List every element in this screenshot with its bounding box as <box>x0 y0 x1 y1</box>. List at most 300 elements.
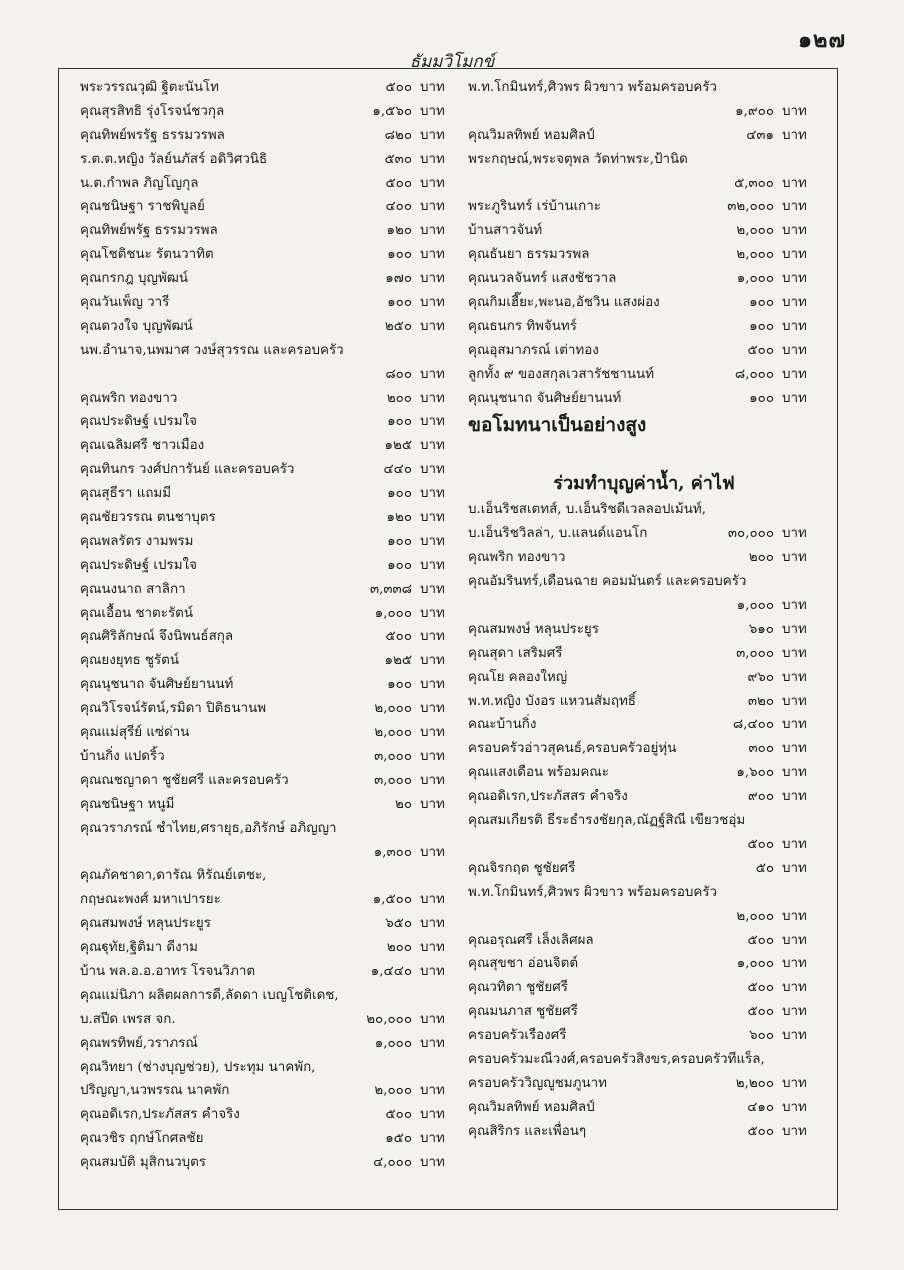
donation-amount: ๘,๔๐๐ <box>732 717 774 733</box>
donor-name: คุณประดิษฐ์ เปรมใจ <box>80 557 197 573</box>
currency-label: บาท <box>420 438 445 454</box>
donor-row <box>80 76 458 100</box>
donor-name: คุณยงยุทธ ชูรัตน์ <box>80 653 179 669</box>
donation-amount: ๑๐๐ <box>387 486 412 502</box>
currency-label: บาท <box>420 199 445 215</box>
donor-row <box>80 960 458 984</box>
donor-row <box>468 713 820 737</box>
donor-row <box>80 339 458 363</box>
donor-name: คุณเอื้อน ชาตะรัตน์ <box>80 605 193 621</box>
currency-label: บาท <box>782 550 807 566</box>
donor-row <box>80 363 458 387</box>
donation-amount: ๓๐,๐๐๐ <box>727 526 774 542</box>
currency-label: บาท <box>420 462 445 478</box>
donor-row <box>80 1103 458 1127</box>
donor-name: คุณสิริกร และเพื่อนๆ <box>468 1123 587 1139</box>
donation-amount: ๔,๐๐๐ <box>373 1155 412 1171</box>
donor-row <box>80 267 458 291</box>
currency-label: บาท <box>782 669 807 685</box>
currency-label: บาท <box>782 526 807 542</box>
donor-row <box>80 673 458 697</box>
currency-label: บาท <box>782 693 807 709</box>
donor-name: พ.ท.หญิง บังอร แหวนสัมฤทธิ์ <box>468 693 636 709</box>
donor-name: ลูกทั้ง ๙ ของสกุลเวสารัชชานนท์ <box>468 366 655 382</box>
currency-label: บาท <box>782 127 807 143</box>
donor-name: คุณวิมลทิพย์ หอมศิลป์ <box>468 127 595 143</box>
donation-amount: ๑,๐๐๐ <box>374 605 412 621</box>
donor-row <box>80 243 458 267</box>
donation-amount: ๕๐๐ <box>385 1107 412 1123</box>
donation-amount: ๒,๐๐๐ <box>736 247 774 263</box>
currency-label: บาท <box>782 741 807 757</box>
donor-row <box>80 1032 458 1056</box>
donor-row <box>468 291 820 315</box>
donor-row <box>468 1096 820 1120</box>
donor-name: คุณสุดา เสริมศรี <box>468 645 563 661</box>
currency-label: บาท <box>420 916 445 932</box>
donor-name: คุณดวงใจ บุญพัฒน์ <box>80 318 193 334</box>
donation-amount: ๒,๐๐๐ <box>374 701 412 717</box>
currency-label: บาท <box>782 932 807 948</box>
donor-name: คุณนงนาถ สาลิกา <box>80 581 186 597</box>
currency-label: บาท <box>420 271 445 287</box>
currency-label: บาท <box>420 414 445 430</box>
currency-label: บาท <box>782 860 807 876</box>
donor-name: คุณนวลจันทร์ แสงชัชวาล <box>468 271 617 287</box>
donor-name: พระวรรณวุฒิ ฐิตะนันโท <box>80 80 220 95</box>
donor-row <box>468 522 820 546</box>
donor-name: คุณกิมเฮี๊ยะ,พะนอ,อัชวิน แสงผ่อง <box>468 295 660 311</box>
currency-label: บาท <box>420 103 445 119</box>
currency-label: บาท <box>782 390 807 406</box>
donor-row <box>80 984 458 1008</box>
donation-amount: ๕,๓๐๐ <box>734 175 774 191</box>
donor-name: พ.ท.โกมินทร์,ศิวพร ผิวขาว พร้อมครอบครัว <box>468 884 718 900</box>
donation-amount: ๕๐๐ <box>747 836 774 852</box>
donor-row <box>468 594 820 618</box>
donation-amount: ๑๐๐ <box>387 533 412 549</box>
donor-name: คุณชนิษฐา หนูมี <box>80 796 175 812</box>
currency-label: บาท <box>420 533 445 549</box>
donation-amount: ๕๐๐ <box>385 80 412 95</box>
header-title: ธัมมวิโมกข์ <box>409 52 495 72</box>
currency-label: บาท <box>420 796 445 812</box>
donation-amount: ๕๐๐ <box>747 980 774 996</box>
donation-amount: ๕๐๐ <box>747 1123 774 1139</box>
donation-amount: ๑,๕๐๐ <box>372 892 412 908</box>
donation-amount: ๕๐๐ <box>747 342 774 358</box>
donation-amount: ๖๕๐ <box>385 916 412 932</box>
donor-row <box>80 1008 458 1032</box>
donor-row <box>80 530 458 554</box>
currency-label: บาท <box>420 151 445 167</box>
donation-amount: ๑๐๐ <box>749 295 774 311</box>
donation-amount: ๒,๐๐๐ <box>736 223 774 239</box>
donor-name: คุณทิพย์พรัฐ ธรรมวรพล <box>80 223 218 239</box>
donor-row <box>468 952 820 976</box>
donation-amount: ๑๕๐ <box>385 1131 412 1147</box>
currency-label: บาท <box>420 653 445 669</box>
donor-row <box>80 124 458 148</box>
donor-row <box>80 1151 458 1175</box>
donor-row <box>468 243 820 267</box>
donor-row <box>80 458 458 482</box>
donor-name: คุณณชญาดา ชูชัยศรี และครอบครัว <box>80 772 289 788</box>
donor-name: บ.เอ็นริชสเตทส์, บ.เอ็นริชดีเวลลอปเม้นท์, <box>468 502 706 518</box>
donor-row <box>80 315 458 339</box>
donation-amount: ๔๑๐ <box>747 1099 774 1115</box>
donor-name: ครอบครัวมะณีวงศ์,ครอบครัวสิงขร,ครอบครัวทีแร็ล, <box>468 1051 765 1067</box>
donor-name: บ.เอ็นริชวิลล่า, บ.แลนด์แอนโก <box>468 526 648 542</box>
donor-row <box>468 690 820 714</box>
currency-label: บาท <box>782 1075 807 1091</box>
currency-label: บาท <box>782 199 807 215</box>
donor-row <box>468 809 820 833</box>
donor-row <box>468 195 820 219</box>
donor-name: คุณศิริลักษณ์ จึงนิพนธ์สกุล <box>80 629 234 645</box>
donor-row <box>468 339 820 363</box>
donor-name: นพ.อำนาจ,นพมาศ วงษ์สุวรรณ และครอบครัว <box>80 342 344 358</box>
donor-row <box>468 857 820 881</box>
currency-label: บาท <box>782 318 807 334</box>
donor-row <box>468 1048 820 1072</box>
donor-row <box>80 1127 458 1151</box>
donor-name: คุณมนภาส ชูชัยศรี <box>468 1004 578 1020</box>
donor-name: คุณประดิษฐ์ เปรมใจ <box>80 414 197 430</box>
donor-name: คุณภัคชาดา,ดารัณ หิรัณย์เตชะ, <box>80 868 267 884</box>
donation-amount: ๑๐๐ <box>749 318 774 334</box>
currency-label: บาท <box>782 908 807 924</box>
donation-amount: ๙๖๐ <box>747 669 774 685</box>
donor-name: พระภูรินทร์ เร่บ้านเกาะ <box>468 199 601 215</box>
currency-label: บาท <box>420 1083 445 1099</box>
donation-amount: ๒,๐๐๐ <box>374 1083 412 1099</box>
donor-row <box>80 387 458 411</box>
currency-label: บาท <box>782 980 807 996</box>
donation-amount: ๑๐๐ <box>387 677 412 693</box>
donor-name: คุณสุขชา อ่อนจิตต์ <box>468 956 579 972</box>
donation-amount: ๔๐๐ <box>385 199 412 215</box>
currency-label: บาท <box>782 1004 807 1020</box>
section-spacer <box>468 440 820 464</box>
donor-name: คุณวิมลทิพย์ หอมศิลป์ <box>468 1099 595 1115</box>
donor-name: คุณสุธีรา แถมมี <box>80 486 172 502</box>
donation-amount: ๑๗๐ <box>385 271 412 287</box>
donor-name: คุณสมพงษ์ หลุนประยูร <box>468 621 599 637</box>
donor-row <box>468 76 820 100</box>
donor-row <box>468 387 820 411</box>
donor-name: คุณทิพย์พรรัฐ ธรรมวรพล <box>80 127 225 143</box>
donation-amount: ๑๒๐ <box>386 223 412 239</box>
donor-name: คุณธนกร ทิพจันทร์ <box>468 318 577 334</box>
donor-name: คุณกรกฎ บุญพัฒน์ <box>80 271 189 287</box>
donation-amount: ๕๐๐ <box>747 932 774 948</box>
currency-label: บาท <box>420 390 445 406</box>
currency-label: บาท <box>420 175 445 191</box>
donation-amount: ๘๒๐ <box>384 127 412 143</box>
donor-name: คุณธันยา ธรรมวรพล <box>468 247 590 263</box>
donor-row <box>80 291 458 315</box>
currency-label: บาท <box>420 1131 445 1147</box>
currency-label: บาท <box>782 1099 807 1115</box>
currency-label: บาท <box>420 1107 445 1123</box>
donor-row <box>80 195 458 219</box>
currency-label: บาท <box>420 127 445 143</box>
donor-name: พระกฤษณ์,พระจตุพล วัดท่าพระ,ป้านิด <box>468 151 688 167</box>
donation-amount: ๑๐๐ <box>749 390 774 406</box>
donor-row <box>80 410 458 434</box>
currency-label: บาท <box>420 581 445 597</box>
donor-name: คุณจิรกฤต ชูชัยศรี <box>468 860 576 876</box>
donor-name: บ้าน พล.อ.อ.อาทร โรจนวิภาต <box>80 963 256 979</box>
donor-name: คุณนุชนาถ จันศิษย์ยานนท์ <box>468 390 622 406</box>
donor-name: คุณวราภรณ์ ชำไทย,ศรายุธ,อภิรักษ์ อภิญญา <box>80 820 337 836</box>
donation-amount: ๕๐๐ <box>747 1004 774 1020</box>
currency-label: บาท <box>420 677 445 693</box>
donation-amount: ๓,๐๐๐ <box>374 772 412 788</box>
donor-name: คุณเฉลิมศรี ชาวเมือง <box>80 438 205 454</box>
donor-row <box>468 570 820 594</box>
donor-row <box>468 905 820 929</box>
donor-row <box>80 721 458 745</box>
donation-amount: ๑๐๐ <box>387 247 412 263</box>
page-number: ๑๒๗ <box>797 27 846 53</box>
currency-label: บาท <box>420 772 445 788</box>
donor-name: คุณสมบัติ มุสิกนวบุตร <box>80 1155 207 1171</box>
donor-row <box>80 602 458 626</box>
donor-name: คุณแม่นิภา ผลิตผลการดี,ลัดดา เบญโชติเดช, <box>80 987 339 1003</box>
currency-label: บาท <box>782 598 807 614</box>
donation-amount: ๒,๐๐๐ <box>736 908 774 924</box>
right-column <box>468 76 820 1144</box>
donor-row <box>468 148 820 172</box>
donor-name: คุณสมเกียรติ ธีระธำรงชัยกุล,ณัฏฐ์สิณี เขียวชอุ่ม <box>468 813 746 829</box>
donor-name: ครอบครัวอ่าวสุคนธ์,ครอบครัวอยู่หุ่น <box>468 741 677 757</box>
currency-label: บาท <box>782 645 807 661</box>
donor-name: คุณสมพงษ์ หลุนประยูร <box>80 916 211 932</box>
donor-row <box>80 434 458 458</box>
currency-label: บาท <box>420 725 445 741</box>
currency-label: บาท <box>782 103 807 119</box>
donor-name: คุณวันเพ็ญ วารี <box>80 295 170 311</box>
donor-row <box>468 219 820 243</box>
donor-row <box>80 745 458 769</box>
donor-name: คุณพลรัตร งามพรม <box>80 533 194 549</box>
donor-row <box>468 1000 820 1024</box>
donor-name: คุณทินกร วงศ์ปการันย์ และครอบครัว <box>80 462 295 478</box>
donor-name: คุณวชิร ฤกษ์โกศลชัย <box>80 1131 204 1147</box>
donor-name: คุณอัมรินทร์,เดือนฉาย คอมมันตร์ และครอบครัว <box>468 574 747 590</box>
donation-amount: ๑,๓๐๐ <box>373 844 412 860</box>
donor-row <box>80 578 458 602</box>
donor-row <box>468 546 820 570</box>
currency-label: บาท <box>420 247 445 263</box>
donor-row <box>468 1024 820 1048</box>
donation-amount: ๓๒,๐๐๐ <box>727 199 774 215</box>
donation-amount: ๑,๖๐๐ <box>736 765 774 781</box>
donor-row <box>80 817 458 841</box>
donor-row <box>80 649 458 673</box>
donation-amount: ๖๑๐ <box>748 621 774 637</box>
currency-label: บาท <box>782 295 807 311</box>
donor-row <box>468 929 820 953</box>
currency-label: บาท <box>420 366 445 382</box>
currency-label: บาท <box>782 247 807 263</box>
donor-row <box>468 1072 820 1096</box>
currency-label: บาท <box>420 295 445 311</box>
donor-row <box>468 737 820 761</box>
donor-row <box>468 976 820 1000</box>
donor-row <box>468 315 820 339</box>
currency-label: บาท <box>782 789 807 805</box>
donation-amount: ๒๐,๐๐๐ <box>366 1011 412 1027</box>
donation-amount: ๕๓๐ <box>384 151 412 167</box>
donor-name: คุณวิทยา (ช่างบุญช่วย), ประทุม นาคพัก, <box>80 1059 316 1075</box>
donor-row <box>80 100 458 124</box>
donor-name: น.ต.กำพล ภิญโญกุล <box>80 175 199 191</box>
donation-amount: ๔๔๐ <box>383 462 412 478</box>
donation-amount: ๑๒๐ <box>386 510 412 526</box>
donation-amount: ๒๐ <box>395 796 412 812</box>
currency-label: บาท <box>420 940 445 956</box>
currency-label: บาท <box>420 892 445 908</box>
donor-name: คุณพริก ทองขาว <box>80 390 178 406</box>
donor-row <box>80 769 458 793</box>
donation-amount: ๑,๐๐๐ <box>736 271 774 287</box>
currency-label: บาท <box>782 717 807 733</box>
donation-amount: ๒,๒๐๐ <box>735 1075 774 1091</box>
currency-label: บาท <box>782 765 807 781</box>
currency-label: บาท <box>420 1035 445 1051</box>
currency-label: บาท <box>420 557 445 573</box>
right-column-top-list <box>468 76 820 410</box>
currency-label: บาท <box>782 223 807 239</box>
donor-row <box>468 124 820 148</box>
donation-amount: ๑,๐๐๐ <box>374 1035 412 1051</box>
donation-amount: ๓,๐๐๐ <box>374 748 412 764</box>
donation-amount: ๓,๐๐๐ <box>736 645 774 661</box>
currency-label: บาท <box>420 748 445 764</box>
currency-label: บาท <box>782 1123 807 1139</box>
donor-name: ร.ต.ต.หญิง วัลย์นภัสร์ อดิวิศวนิธิ <box>80 151 268 167</box>
thanks-heading: ขอโมทนาเป็นอย่างสูง <box>468 414 647 437</box>
donor-row <box>468 618 820 642</box>
donor-name: คุณวิโรจน์รัตน์,รมิดา ปิติธนานพ <box>80 701 267 717</box>
donor-name: บ้านกิ่ง แปดริ้ว <box>80 748 165 764</box>
donor-row <box>468 833 820 857</box>
donor-row <box>80 1079 458 1103</box>
donor-row <box>80 506 458 530</box>
donor-row <box>80 841 458 865</box>
donation-amount: ๓,๓๓๘ <box>369 581 412 597</box>
left-column <box>80 76 458 1175</box>
donation-amount: ๑,๐๐๐ <box>736 956 774 972</box>
donor-row <box>468 761 820 785</box>
donor-name: คุณแม่สุรีย์ แซ่ด่าน <box>80 725 190 741</box>
donation-amount: ๑๒๕ <box>384 438 412 454</box>
donor-row <box>80 148 458 172</box>
donor-row <box>468 881 820 905</box>
currency-label: บาท <box>782 1028 807 1044</box>
donor-name: คุณชัยวรรณ ตนชาบุตร <box>80 510 216 526</box>
donor-name: คุณอุสมาภรณ์ เต่าทอง <box>468 342 599 358</box>
donor-name: คุณอดิเรก,ประภัสสร คำจริง <box>80 1107 240 1123</box>
donation-amount: ๕๐ <box>755 860 774 876</box>
currency-label: บาท <box>420 1011 445 1027</box>
currency-label: บาท <box>420 629 445 645</box>
donor-name: คุณนุชนาถ จันศิษย์ยานนท์ <box>80 677 234 693</box>
currency-label: บาท <box>420 510 445 526</box>
donor-row <box>468 267 820 291</box>
currency-label: บาท <box>420 318 445 334</box>
donation-amount: ๕๐๐ <box>385 629 412 645</box>
donor-row <box>80 912 458 936</box>
currency-label: บาท <box>782 342 807 358</box>
donation-amount: ๒,๐๐๐ <box>374 725 412 741</box>
donor-row <box>80 554 458 578</box>
donation-amount: ๑๒๕ <box>384 653 412 669</box>
donor-name: คุณพริก ทองขาว <box>468 550 566 566</box>
donation-amount: ๑,๕๖๐ <box>372 103 412 119</box>
donor-name: คุณวทิตา ชูชัยศรี <box>468 980 568 996</box>
donor-name: ครอบครัวเรืองศรี <box>468 1028 567 1044</box>
currency-label: บาท <box>782 836 807 852</box>
donation-amount: ๘๐๐ <box>385 366 412 382</box>
donor-row <box>80 936 458 960</box>
currency-label: บาท <box>420 486 445 502</box>
donation-amount: ๑,๔๔๐ <box>370 963 412 979</box>
donation-amount: ๙๐๐ <box>747 789 774 805</box>
donor-name: บ.สปีด เพรส จก. <box>80 1011 176 1027</box>
donation-amount: ๓๒๐ <box>747 693 774 709</box>
section-heading: ร่วมทำบุญค่าน้ำ, ค่าไฟ <box>553 473 735 495</box>
donation-amount: ๑,๐๐๐ <box>736 598 774 614</box>
donor-row <box>80 219 458 243</box>
donor-row <box>80 172 458 196</box>
donor-row <box>468 100 820 124</box>
donor-row <box>80 482 458 506</box>
right-column-bottom-list <box>468 498 820 1143</box>
donor-row <box>80 888 458 912</box>
currency-label: บาท <box>420 80 445 95</box>
donor-name: พ.ท.โกมินทร์,ศิวพร ผิวขาว พร้อมครอบครัว <box>468 80 718 95</box>
donor-row <box>80 1056 458 1080</box>
donor-row <box>80 625 458 649</box>
donor-name: คุณอรุณศรี เล็งเลิศผล <box>468 932 594 948</box>
donation-amount: ๖๐๐ <box>749 1028 774 1044</box>
donor-row <box>80 864 458 888</box>
donor-name: ปริญญา,นวพรรณ นาคพัก <box>80 1083 230 1099</box>
currency-label: บาท <box>782 271 807 287</box>
donor-name: คณะบ้านกิ่ง <box>468 717 537 733</box>
donor-name: คุณแสงเดือน พร้อมคณะ <box>468 765 609 781</box>
donor-name: คุณชนิษฐา ราชพิบูลย์ <box>80 199 205 215</box>
currency-label: บาท <box>420 963 445 979</box>
donor-name: คุณสุรสิทธิ รุ่งโรจน์ชวกุล <box>80 103 225 119</box>
donor-row <box>468 642 820 666</box>
currency-label: บาท <box>420 223 445 239</box>
donor-row <box>468 498 820 522</box>
donation-amount: ๒๐๐ <box>386 390 412 406</box>
donor-name: ครอบครัววิญญูชมภูนาท <box>468 1075 607 1091</box>
donor-row <box>468 666 820 690</box>
currency-label: บาท <box>420 844 445 860</box>
donor-name: บ้านสาวจันท์ <box>468 223 543 239</box>
currency-label: บาท <box>782 175 807 191</box>
donation-amount: ๘,๐๐๐ <box>734 366 774 382</box>
donation-amount: ๒๐๐ <box>748 550 774 566</box>
donor-row <box>468 363 820 387</box>
